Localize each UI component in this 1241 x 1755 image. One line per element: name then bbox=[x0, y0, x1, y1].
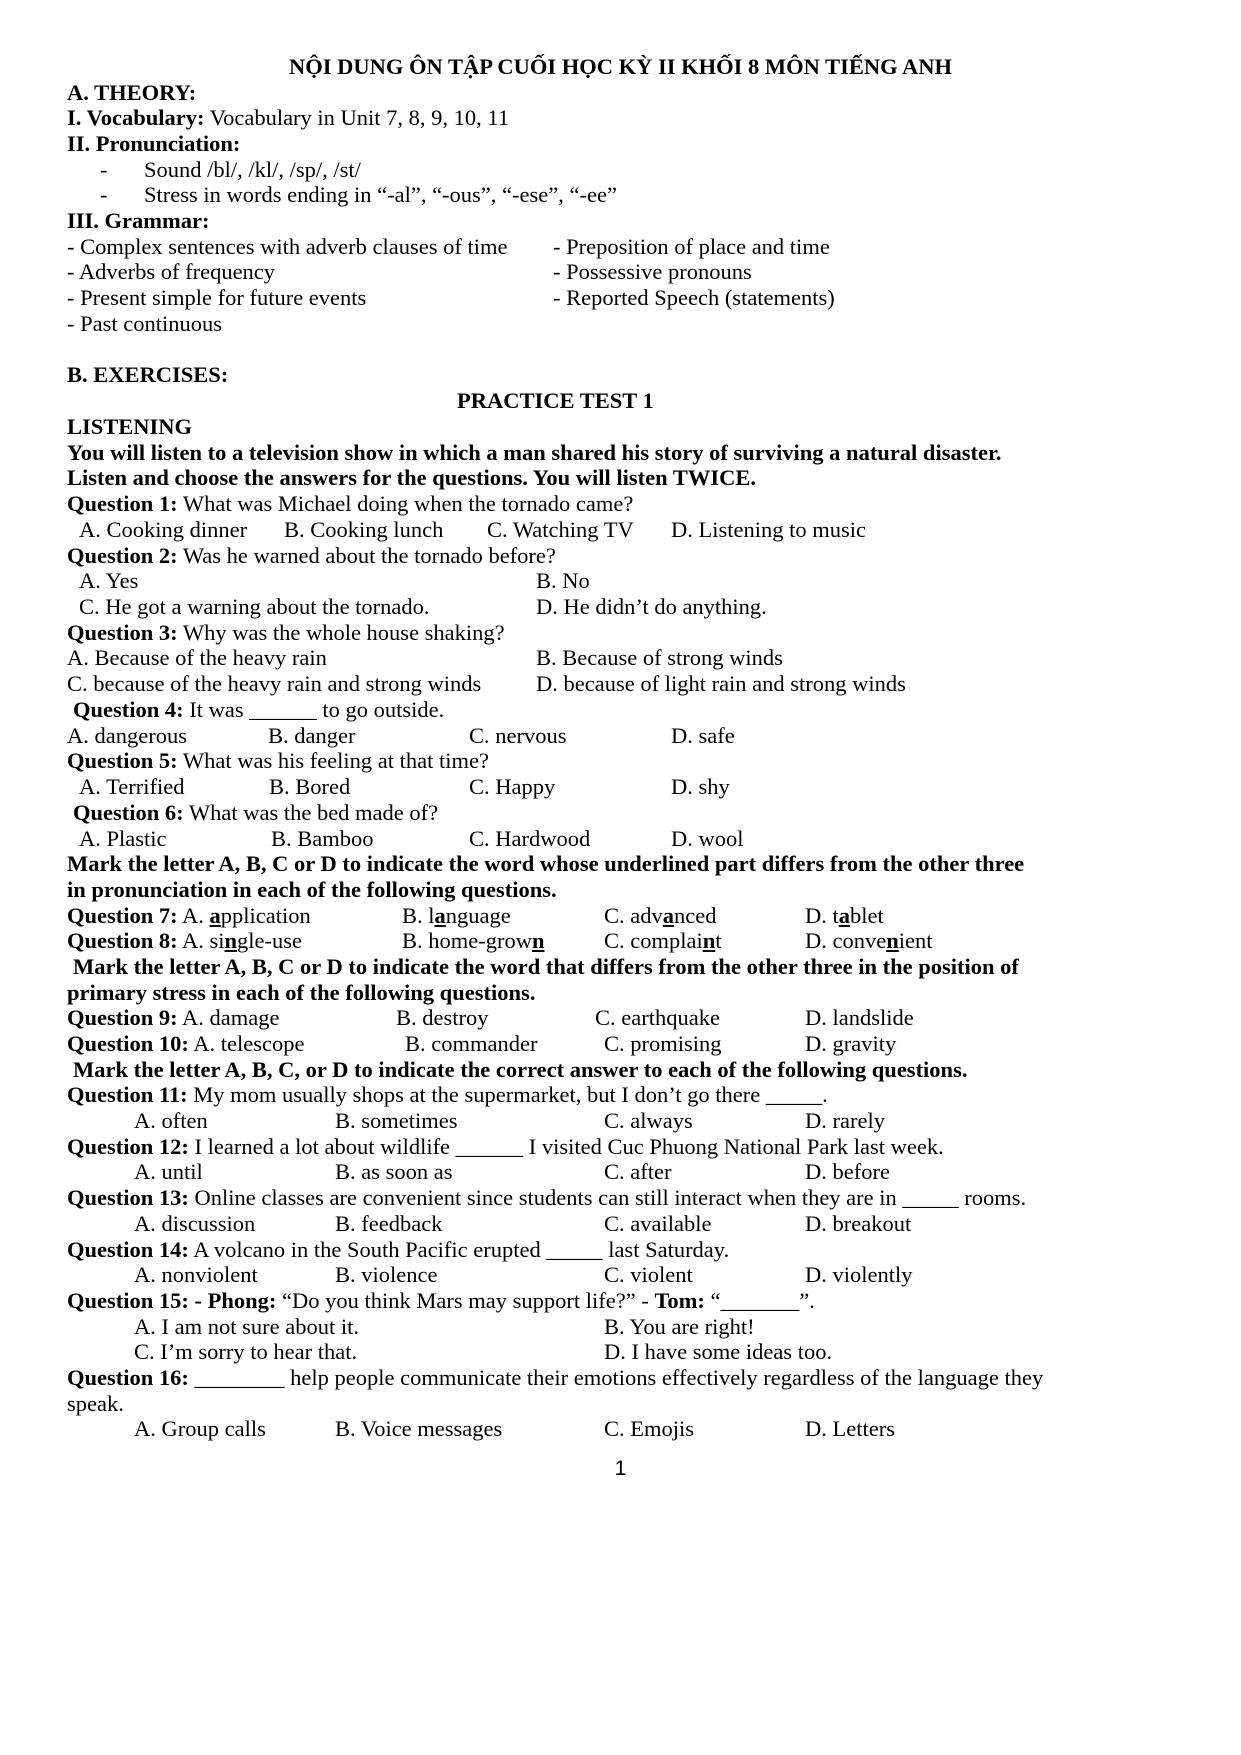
pronunciation-item: - Stress in words ending in “-al”, “-ous”, “-ese”, “-ee” bbox=[100, 182, 617, 207]
stress-instruction: Mark the letter A, B, C or D to indicate the word that differs from the other three in the position of bbox=[73, 954, 1019, 979]
answer-option: B. Bamboo bbox=[271, 826, 374, 851]
question-13: Question 13: Online classes are convenient since students can still interact when they are in _____ rooms. bbox=[67, 1185, 1027, 1210]
answer-option: B. Bored bbox=[269, 774, 351, 799]
answer-option: A. Cooking dinner bbox=[79, 517, 248, 542]
answer-option: B. No bbox=[536, 568, 590, 593]
question-16-continued: speak. bbox=[67, 1391, 124, 1416]
answer-option: D. because of light rain and strong winds bbox=[536, 671, 906, 696]
answer-option: A. nonviolent bbox=[134, 1262, 258, 1287]
answer-option: A. dangerous bbox=[67, 723, 187, 748]
answer-option: D. rarely bbox=[805, 1108, 885, 1133]
answer-option: C. I’m sorry to hear that. bbox=[134, 1339, 358, 1364]
theory-heading: A. THEORY: bbox=[67, 80, 197, 105]
answer-option: C. Watching TV bbox=[487, 517, 634, 542]
answer-option: D. tablet bbox=[805, 903, 884, 928]
answer-option: D. Listening to music bbox=[671, 517, 866, 542]
answer-option: A. Terrified bbox=[79, 774, 185, 799]
answer-option: B. home-grown bbox=[402, 928, 545, 953]
answer-option: C. He got a warning about the tornado. bbox=[79, 594, 430, 619]
pronunciation-instruction: Mark the letter A, B, C or D to indicate the word whose underlined part differs from the other three bbox=[67, 851, 1025, 876]
answer-option: C. promising bbox=[604, 1031, 722, 1056]
listening-instruction: You will listen to a television show in which a man shared his story of surviving a natural disaster. bbox=[67, 440, 1002, 465]
grammar-item: - Adverbs of frequency bbox=[67, 259, 276, 284]
answer-option: A. Group calls bbox=[134, 1416, 266, 1441]
practice-test-title: PRACTICE TEST 1 bbox=[457, 388, 654, 413]
answer-option: B. feedback bbox=[335, 1211, 443, 1236]
answer-option: C. available bbox=[604, 1211, 712, 1236]
answer-option: C. nervous bbox=[469, 723, 567, 748]
stress-instruction: primary stress in each of the following questions. bbox=[67, 980, 536, 1005]
question-11: Question 11: My mom usually shops at the supermarket, but I don’t go there _____. bbox=[67, 1082, 828, 1107]
question-8: Question 8: A. single-use bbox=[67, 928, 303, 953]
answer-option: B. Voice messages bbox=[335, 1416, 503, 1441]
answer-option: C. advanced bbox=[604, 903, 717, 928]
question-14: Question 14: A volcano in the South Pacific erupted _____ last Saturday. bbox=[67, 1237, 730, 1262]
answer-option: C. Happy bbox=[469, 774, 556, 799]
answer-option: A. discussion bbox=[134, 1211, 256, 1236]
question-9: Question 9: A. damage bbox=[67, 1005, 280, 1030]
answer-option: A. Yes bbox=[79, 568, 139, 593]
answer-option: B. Because of strong winds bbox=[536, 645, 783, 670]
question-7: Question 7: A. application bbox=[67, 903, 311, 928]
answer-option: D. He didn’t do anything. bbox=[536, 594, 767, 619]
answer-option: D. convenient bbox=[805, 928, 933, 953]
question-15: Question 15: - Phong: “Do you think Mars may support life?” - Tom: “_______”. bbox=[67, 1288, 815, 1313]
answer-option: D. landslide bbox=[805, 1005, 914, 1030]
question-3: Question 3: Why was the whole house shaking? bbox=[67, 620, 505, 645]
pronunciation-instruction: in pronunciation in each of the following questions. bbox=[67, 877, 557, 902]
correct-answer-instruction: Mark the letter A, B, C, or D to indicate the correct answer to each of the following questions. bbox=[73, 1057, 968, 1082]
answer-option: A. Plastic bbox=[79, 826, 167, 851]
exercises-heading: B. EXERCISES: bbox=[67, 362, 229, 387]
page-number: 1 bbox=[614, 1457, 627, 1480]
listening-heading: LISTENING bbox=[67, 414, 193, 439]
answer-option: B. sometimes bbox=[335, 1108, 458, 1133]
answer-option: D. before bbox=[805, 1159, 890, 1184]
answer-option: B. commander bbox=[405, 1031, 538, 1056]
answer-option: D. safe bbox=[671, 723, 735, 748]
answer-option: D. wool bbox=[671, 826, 744, 851]
answer-option: C. Emojis bbox=[604, 1416, 695, 1441]
question-12: Question 12: I learned a lot about wildlife ______ I visited Cuc Phuong National Park last week. bbox=[67, 1134, 944, 1159]
answer-option: C. because of the heavy rain and strong winds bbox=[67, 671, 482, 696]
document-title: NỘI DUNG ÔN TẬP CUỐI HỌC KỲ II KHỐI 8 MÔN TIẾNG ANH bbox=[289, 54, 952, 79]
vocabulary-line bbox=[67, 104, 509, 132]
grammar-item: - Present simple for future events bbox=[67, 285, 367, 310]
answer-option: B. as soon as bbox=[335, 1159, 453, 1184]
question-2: Question 2: Was he warned about the tornado before? bbox=[67, 543, 556, 568]
answer-option: D. gravity bbox=[805, 1031, 897, 1056]
answer-option: D. violently bbox=[805, 1262, 913, 1287]
grammar-item: - Reported Speech (statements) bbox=[553, 285, 835, 310]
pronunciation-heading: II. Pronunciation: bbox=[67, 131, 241, 156]
question-6: Question 6: What was the bed made of? bbox=[73, 800, 439, 825]
answer-option: A. Because of the heavy rain bbox=[67, 645, 327, 670]
answer-option: C. Hardwood bbox=[469, 826, 591, 851]
question-16: Question 16: ________ help people communicate their emotions effectively regardless of the language they bbox=[67, 1365, 1044, 1390]
question-10: Question 10: A. telescope bbox=[67, 1031, 305, 1056]
answer-option: C. violent bbox=[604, 1262, 693, 1287]
answer-option: C. after bbox=[604, 1159, 672, 1184]
answer-option: B. danger bbox=[268, 723, 356, 748]
grammar-item: - Preposition of place and time bbox=[553, 234, 830, 259]
answer-option: B. You are right! bbox=[604, 1314, 755, 1339]
answer-option: B. violence bbox=[335, 1262, 438, 1287]
answer-option: D. Letters bbox=[805, 1416, 895, 1441]
answer-option: C. earthquake bbox=[595, 1005, 720, 1030]
question-4: Question 4: It was ______ to go outside. bbox=[73, 697, 445, 722]
answer-option: C. always bbox=[604, 1108, 693, 1133]
answer-option: B. Cooking lunch bbox=[284, 517, 444, 542]
answer-option: D. shy bbox=[671, 774, 730, 799]
grammar-item: - Past continuous bbox=[67, 311, 222, 336]
vocabulary-text: Vocabulary in Unit 7, 8, 9, 10, 11 bbox=[204, 105, 510, 130]
pronunciation-item: - Sound /bl/, /kl/, /sp/, /st/ bbox=[100, 157, 361, 182]
grammar-item: - Complex sentences with adverb clauses of time bbox=[67, 234, 508, 259]
answer-option: A. often bbox=[134, 1108, 208, 1133]
answer-option: A. until bbox=[134, 1159, 203, 1184]
answer-option: D. breakout bbox=[805, 1211, 912, 1236]
grammar-item: - Possessive pronouns bbox=[553, 259, 752, 284]
vocabulary-label: I. Vocabulary: bbox=[67, 105, 205, 130]
question-1: Question 1: What was Michael doing when the tornado came? bbox=[67, 491, 634, 516]
question-5: Question 5: What was his feeling at that time? bbox=[67, 748, 490, 773]
answer-option: C. complaint bbox=[604, 928, 722, 953]
answer-option: B. language bbox=[402, 903, 511, 928]
answer-option: A. I am not sure about it. bbox=[134, 1314, 359, 1339]
answer-option: B. destroy bbox=[396, 1005, 489, 1030]
grammar-heading: III. Grammar: bbox=[67, 208, 210, 233]
answer-option: D. I have some ideas too. bbox=[604, 1339, 833, 1364]
listening-instruction: Listen and choose the answers for the questions. You will listen TWICE. bbox=[67, 465, 757, 490]
